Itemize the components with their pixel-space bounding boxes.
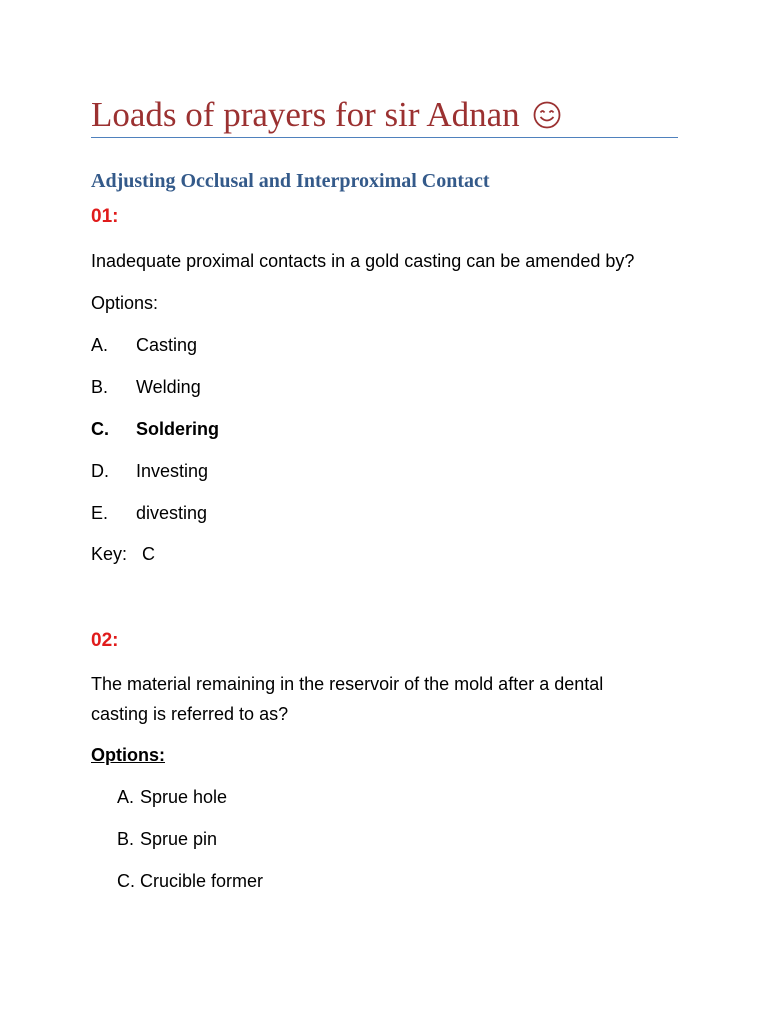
question-1-text: Inadequate proximal contacts in a gold casting can be amended by? (91, 251, 635, 271)
title-divider (91, 137, 678, 138)
question-2-text-line-2: casting is referred to as? (91, 704, 289, 724)
section-heading: Adjusting Occlusal and Interproximal Contact (91, 170, 490, 192)
question-2-options-label: Options: (91, 745, 165, 765)
option-text: Casting (136, 335, 198, 355)
question-1-answer-key: Key: C (91, 544, 156, 564)
option-letter: B. (117, 829, 135, 849)
option-letter: A. (91, 335, 109, 355)
document-title (91, 93, 562, 137)
option-text: Sprue hole (140, 787, 228, 807)
option-letter: D. (91, 461, 109, 481)
option-text: Crucible former (140, 871, 264, 891)
option-text-correct: Soldering (136, 419, 220, 439)
title-text: Loads of prayers for sir Adnan (91, 95, 520, 134)
option-letter-correct: C. (91, 419, 109, 439)
option-letter: A. (117, 787, 135, 807)
question-1-options-label: Options: (91, 293, 159, 313)
option-letter: B. (91, 377, 109, 397)
option-text: Investing (136, 461, 209, 481)
option-text: divesting (136, 503, 208, 523)
question-2-text-line-1: The material remaining in the reservoir of the mold after a dental (91, 674, 604, 694)
option-text: Welding (136, 377, 201, 397)
question-1-number: 01: (91, 206, 119, 227)
smiley-face-icon (532, 100, 562, 130)
option-letter: C. (117, 871, 135, 891)
option-letter: E. (91, 503, 109, 523)
question-2-number: 02: (91, 630, 119, 651)
option-text: Sprue pin (140, 829, 218, 849)
